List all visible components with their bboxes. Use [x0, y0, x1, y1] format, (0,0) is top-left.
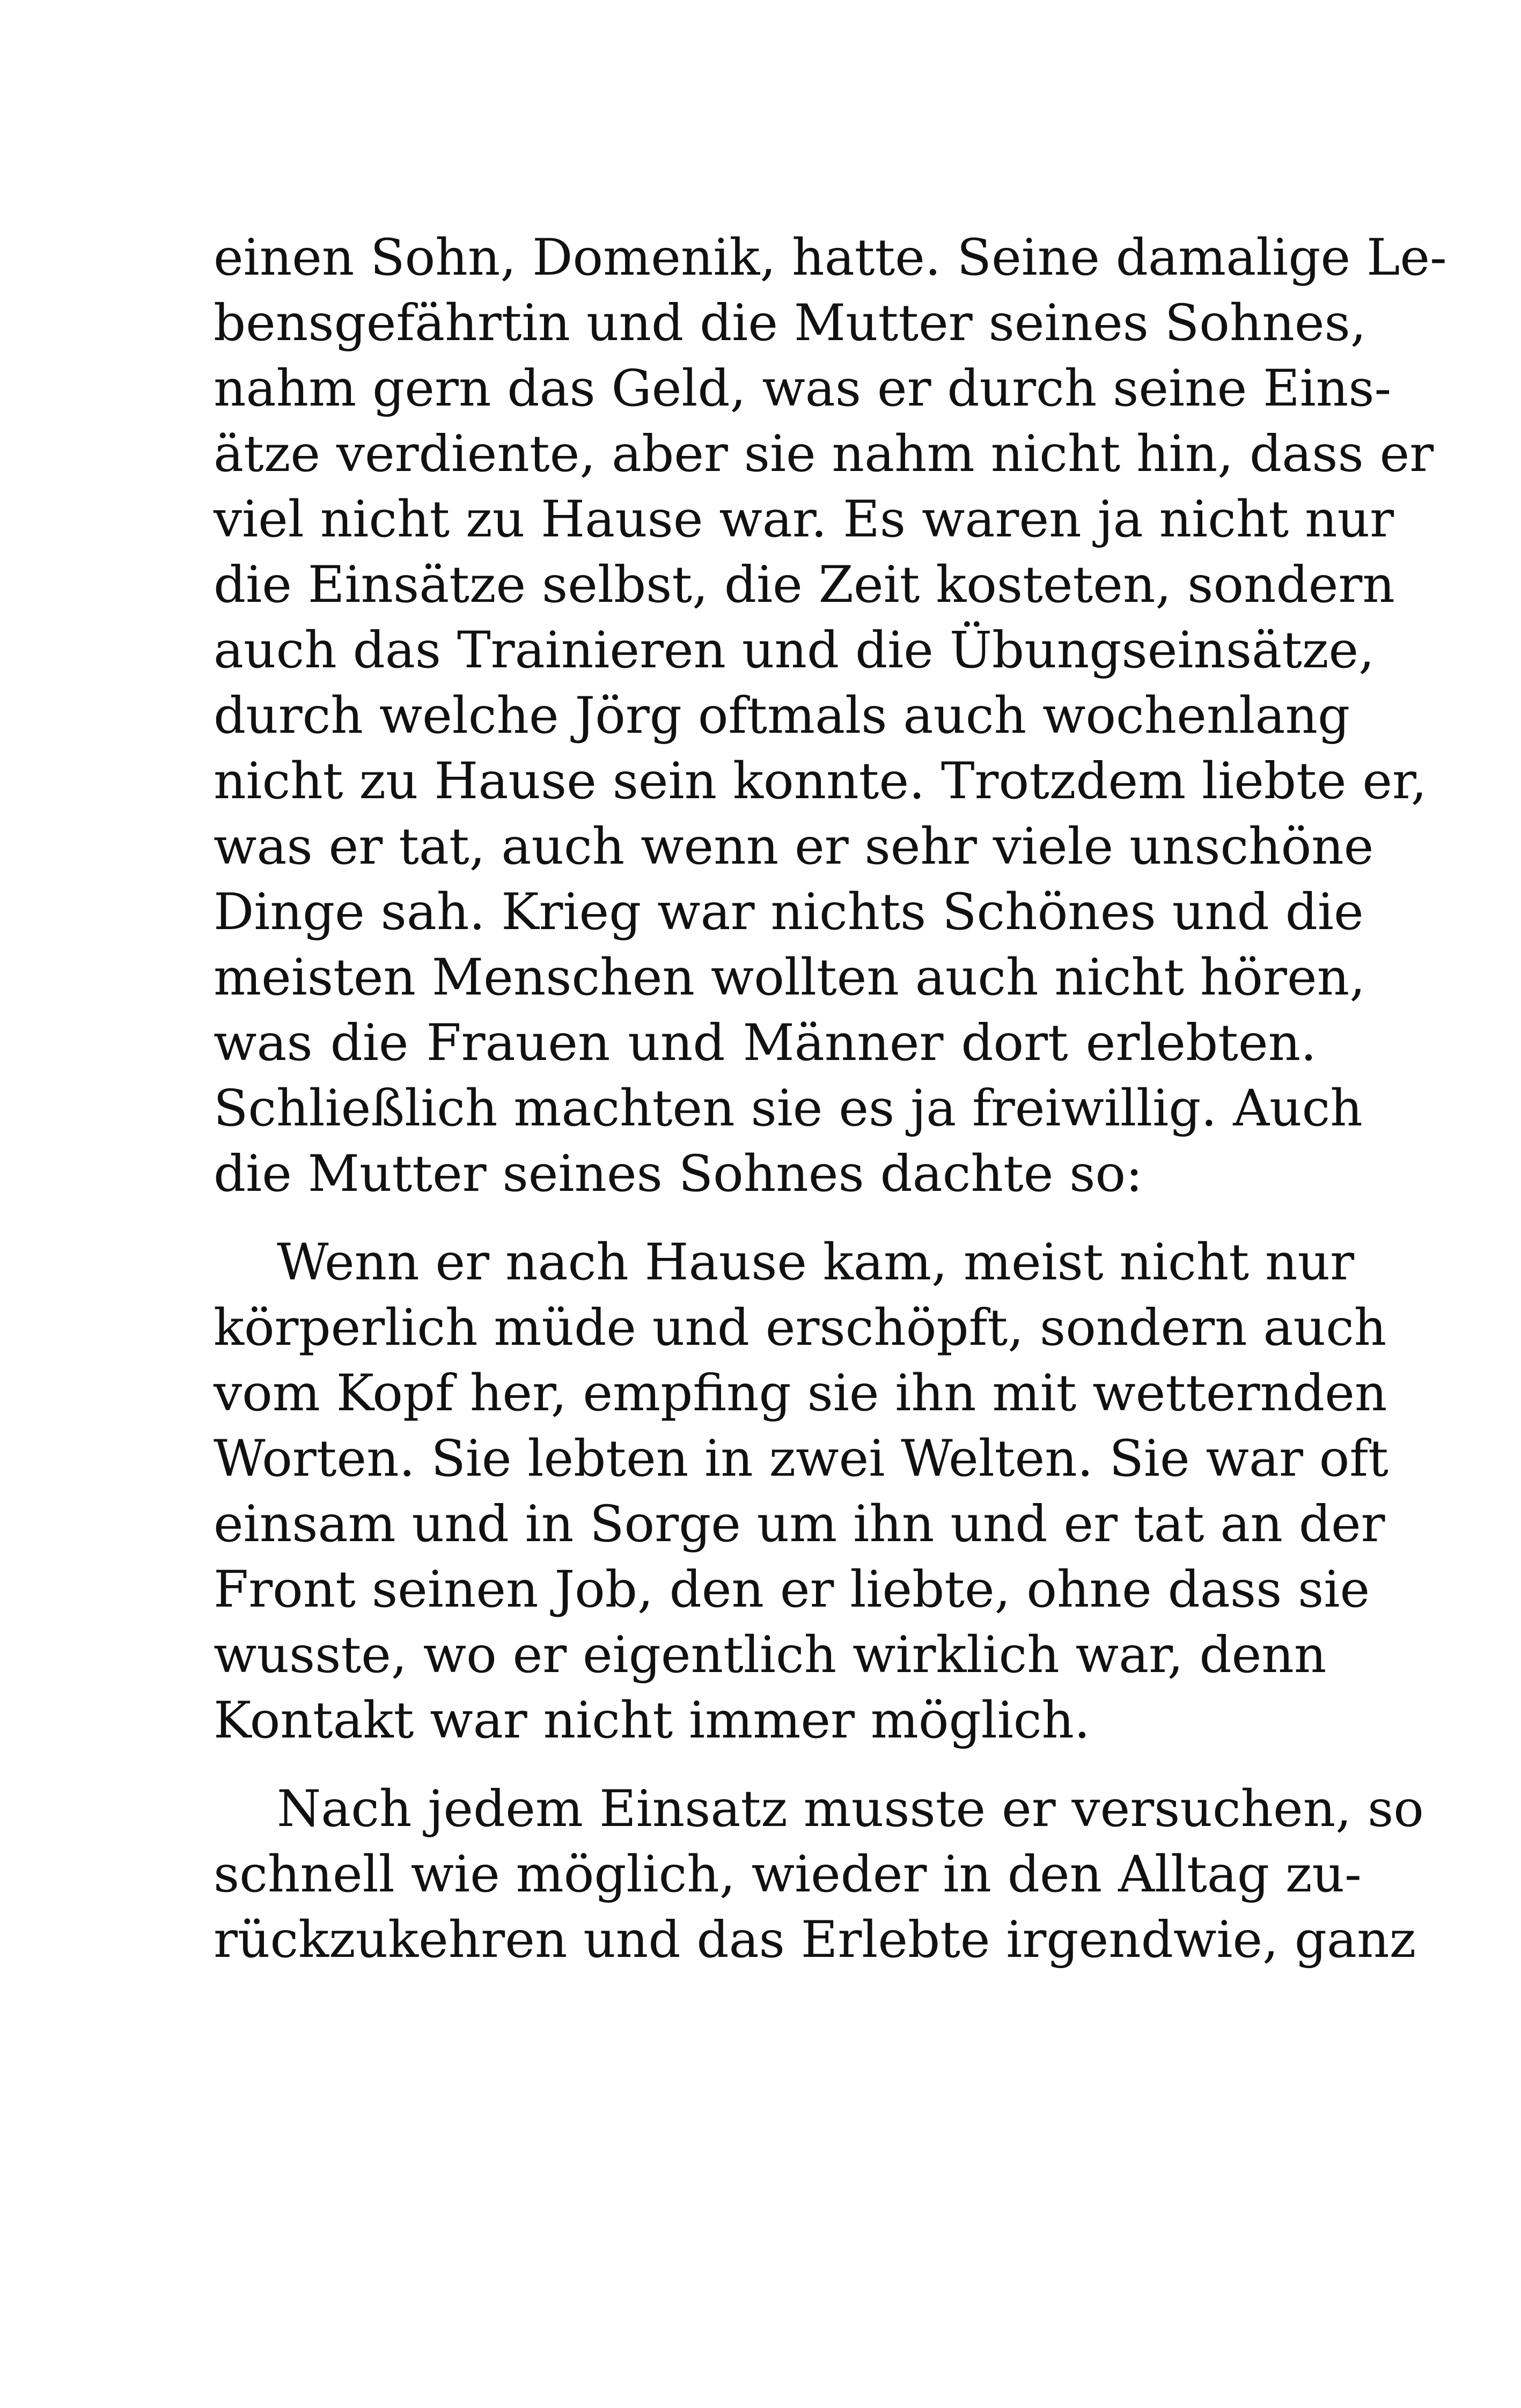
- text-line: nahm gern das Geld, was er durch seine Eins-: [214, 359, 1392, 418]
- text-line: auch das Trainieren und die Übungseinsätze,: [214, 621, 1375, 680]
- body-text: [214, 225, 1447, 1973]
- text-line: Schließlich machten sie es ja freiwillig. Auch: [214, 1079, 1363, 1138]
- text-line: was er tat, auch wenn er sehr viele unschöne: [214, 818, 1374, 876]
- text-line: schnell wie möglich, wieder in den Alltag zu-: [214, 1845, 1362, 1904]
- text-line: bensgefährtin und die Mutter seines Sohnes,: [214, 294, 1366, 352]
- text-line: durch welche Jörg oftmals auch wochenlang: [214, 687, 1350, 745]
- text-line: was die Frauen und Männer dort erlebten.: [214, 1014, 1317, 1072]
- text-line: Wenn er nach Hause kam, meist nicht nur: [277, 1233, 1355, 1292]
- text-line: einen Sohn, Domenik, hatte. Seine damalige Le-: [214, 229, 1447, 287]
- paragraph: [214, 225, 1447, 1207]
- text-line: meisten Menschen wollten auch nicht hören,: [214, 948, 1365, 1007]
- text-line: Front seinen Job, den er liebte, ohne dass sie: [214, 1560, 1370, 1619]
- text-line: Dinge sah. Krieg war nichts Schönes und die: [214, 883, 1364, 941]
- text-line: Kontakt war nicht immer möglich.: [214, 1691, 1090, 1750]
- text-line: rückzukehren und das Erlebte irgendwie, ganz: [214, 1911, 1416, 1969]
- text-line: die Einsätze selbst, die Zeit kosteten, sondern: [214, 556, 1395, 614]
- paragraph: [214, 1777, 1424, 1973]
- text-line: nicht zu Hause sein konnte. Trotzdem liebte er,: [214, 752, 1427, 811]
- text-line: die Mutter seines Sohnes dachte so:: [214, 1145, 1143, 1203]
- text-line: Nach jedem Einsatz musste er versuchen, so: [277, 1780, 1424, 1838]
- text-line: viel nicht zu Hause war. Es waren ja nicht nur: [214, 490, 1394, 549]
- text-line: wusste, wo er eigentlich wirklich war, denn: [214, 1626, 1327, 1684]
- paragraph-spacing: [214, 1207, 1317, 1230]
- text-line: vom Kopf her, empfing sie ihn mit wetternden: [214, 1364, 1387, 1423]
- text-line: körperlich müde und erschöpft, sondern auch: [214, 1299, 1387, 1357]
- text-line: ätze verdiente, aber sie nahm nicht hin, dass er: [214, 425, 1434, 483]
- paragraph-spacing: [214, 1754, 1317, 1777]
- text-line: einsam und in Sorge um ihn und er tat an der: [214, 1495, 1385, 1553]
- paragraph: [214, 1230, 1388, 1754]
- text-line: Worten. Sie lebten in zwei Welten. Sie war oft: [214, 1430, 1388, 1488]
